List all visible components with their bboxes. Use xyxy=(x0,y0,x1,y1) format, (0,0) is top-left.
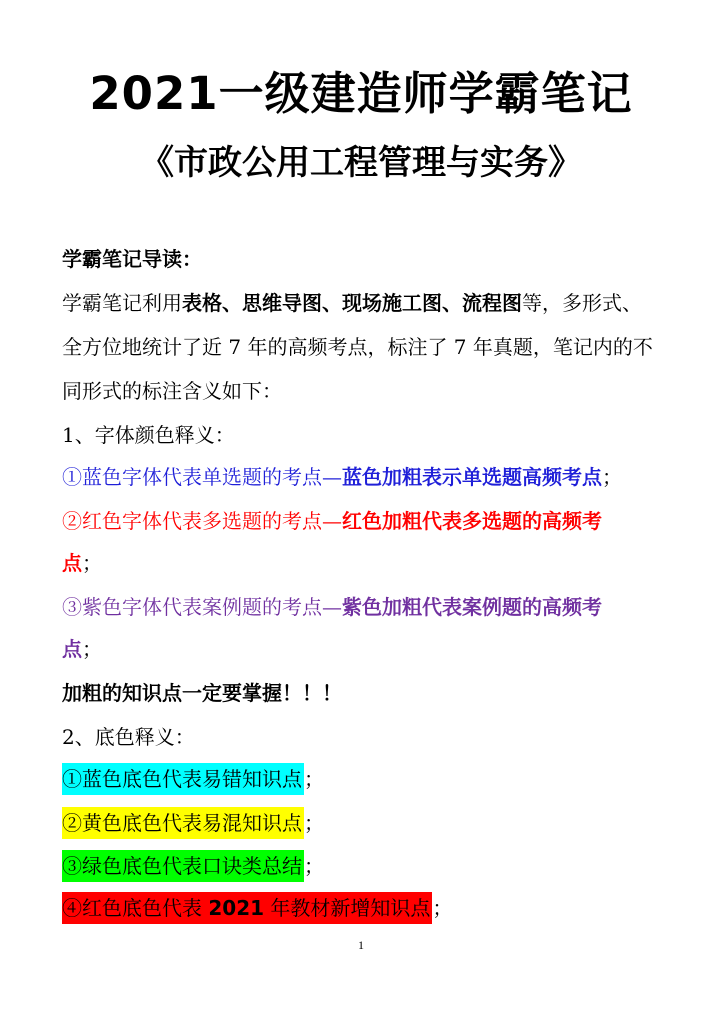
punctuation: ； xyxy=(602,465,622,489)
punctuation: ； xyxy=(304,767,324,791)
document-subtitle: 《市政公用工程管理与实务》 xyxy=(140,143,582,183)
cyan-highlight-text: ①蓝色底色代表易错知识点 xyxy=(62,763,304,795)
intro-text: 学霸笔记利用 xyxy=(62,291,182,315)
punctuation: ； xyxy=(82,637,102,661)
intro-paragraph-line-1 xyxy=(62,290,672,316)
red-highlight-legend xyxy=(62,892,672,924)
green-highlight-legend xyxy=(62,850,672,882)
section1-heading: 1、字体颜色释义： xyxy=(62,423,235,447)
purple-font-description: ③紫色字体代表案例题的考点— xyxy=(62,595,342,619)
document-title: 2021一级建造师学霸笔记 xyxy=(89,67,633,120)
blue-font-description: ①蓝色字体代表单选题的考点— xyxy=(62,465,342,489)
red-highlight-year: 2021 xyxy=(208,896,265,920)
red-font-legend xyxy=(62,508,672,534)
red-highlight-text xyxy=(62,892,432,924)
intro-bold-text: 表格、思维导图、现场施工图、流程图 xyxy=(182,291,522,315)
red-font-legend-continued xyxy=(62,550,672,576)
intro-paragraph-line-3: 同形式的标注含义如下： xyxy=(62,379,282,403)
red-font-bold-description: 红色加粗代表多选题的高频考 xyxy=(342,509,602,533)
purple-font-bold-description: 紫色加粗代表案例题的高频考 xyxy=(342,595,602,619)
intro-text: 等，多形式、 xyxy=(522,291,642,315)
intro-heading: 学霸笔记导读： xyxy=(62,247,202,271)
punctuation: ； xyxy=(304,854,324,878)
purple-font-legend xyxy=(62,594,672,620)
punctuation: ； xyxy=(82,551,102,575)
red-highlight-text-b: 年教材新增知识点 xyxy=(264,896,431,920)
yellow-highlight-legend xyxy=(62,807,672,839)
section2-heading: 2、底色释义： xyxy=(62,725,195,749)
punctuation: ； xyxy=(304,811,324,835)
purple-font-bold-description-end: 点 xyxy=(62,637,82,661)
page-number: 1 xyxy=(358,938,364,952)
green-highlight-text: ③绿色底色代表口诀类总结 xyxy=(62,850,304,882)
purple-font-legend-continued xyxy=(62,636,672,662)
punctuation: ； xyxy=(432,896,453,920)
blue-font-legend xyxy=(62,464,672,490)
red-highlight-text-a: ④红色底色代表 xyxy=(62,896,209,920)
bold-emphasis-note: 加粗的知识点一定要掌握！！！ xyxy=(62,681,342,705)
yellow-highlight-text: ②黄色底色代表易混知识点 xyxy=(62,807,304,839)
red-font-description: ②红色字体代表多选题的考点— xyxy=(62,509,342,533)
cyan-highlight-legend xyxy=(62,763,672,795)
blue-font-bold-description: 蓝色加粗表示单选题高频考点 xyxy=(342,465,602,489)
intro-paragraph-line-2: 全方位地统计了近 7 年的高频考点，标注了 7 年真题，笔记内的不 xyxy=(62,335,653,359)
red-font-bold-description-end: 点 xyxy=(62,551,82,575)
